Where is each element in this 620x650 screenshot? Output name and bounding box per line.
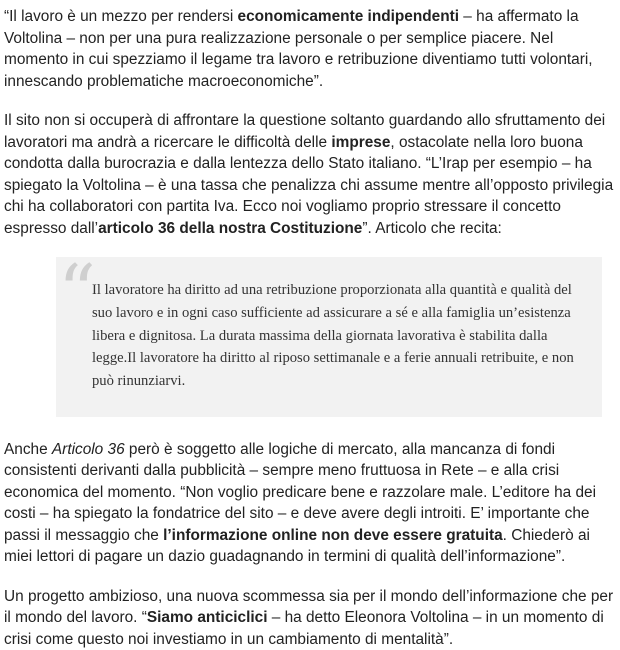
paragraph-3-bold: l’informazione online non deve essere gratuita — [163, 526, 503, 544]
quote-mark-icon: “ — [58, 249, 96, 335]
paragraph-2-text-e: ”. Articolo che recita: — [362, 219, 502, 237]
paragraph-4-bold: Siamo anticiclici — [146, 609, 268, 627]
paragraph-3-text-c: però è soggetto alle logiche di mercato, alla mancanza di fondi consistenti derivanti dalla pubblicità – sempre meno fruttuosa in Rete – e alla crisi economica del momento. “Non voglio predicare bene e razzolare male. L’editore ha dei costi – ha spiegato la fondatrice del sito – e deve avere degli introiti. E’ importante che passi il messaggio che — [4, 440, 597, 544]
paragraph-3-text-a: Anche — [4, 440, 52, 458]
paragraph-3 — [4, 439, 616, 568]
paragraph-4 — [4, 586, 616, 650]
constitution-quote — [56, 249, 602, 417]
paragraph-2-bold-imprese: imprese — [331, 133, 391, 151]
paragraph-1-bold: economicamente indipendenti — [237, 8, 460, 25]
paragraph-4-text-a: Un progetto ambizioso, una nuova scommessa sia per il mondo dell’informazione che per il mondo del lavoro. “ — [4, 587, 614, 627]
paragraph-2-bold-articolo: articolo 36 della nostra Costituzione — [98, 219, 363, 237]
paragraph-1-text-a: “Il lavoro è un mezzo per rendersi — [4, 8, 238, 25]
quote-text: Il lavoratore ha diritto ad una retribuzione proporzionata alla quantità e qualità del suo lavoro e in ogni caso sufficiente ad assicurare a sé e alla famiglia un’esistenza libera e dignitosa. La durata massima della giornata lavorativa è stabilita dalla legge.Il lavoratore ha diritto al riposo settimanale e a ferie annuali retribuite, e non può rinunziarvi. — [92, 282, 574, 390]
paragraph-2 — [4, 110, 616, 239]
paragraph-1-text-c: – ha affermato la Voltolina – non per una pura realizzazione personale o per semplice piacere. Nel momento in cui spezziamo il legame tra lavoro e retribuzione diventiamo tutti volontari, innescando problematiche macroeconomiche”. — [4, 8, 593, 90]
paragraph-2-text-a: Il sito non si occuperà di affrontare la questione soltanto guardando allo sfruttamento dei lavoratori ma andrà a ricercare le difficoltà delle — [4, 112, 606, 151]
paragraph-4-text-c: – ha detto Eleonora Voltolina – in un momento di crisi come questo noi investiamo in un cambiamento di mentalità”. — [4, 609, 604, 648]
paragraph-2-text-c: , ostacolate nella loro buona condotta dalla burocrazia e dalla lentezza dello Stato italiano. “L’Irap per esempio – ha spiegato la Voltolina – è una tassa che penalizza chi assume mentre all’opposto privilegia chi ha collaboratori con partita Iva. Ecco noi vogliamo proprio stressare il concetto espresso dall’ — [4, 133, 614, 237]
paragraph-1 — [4, 6, 616, 92]
paragraph-3-text-e: . Chiederò ai miei lettori di pagare un dazio guadagnando in termini di qualità dell’informazione”. — [4, 526, 590, 566]
paragraph-3-italic: Articolo 36 — [51, 440, 125, 458]
